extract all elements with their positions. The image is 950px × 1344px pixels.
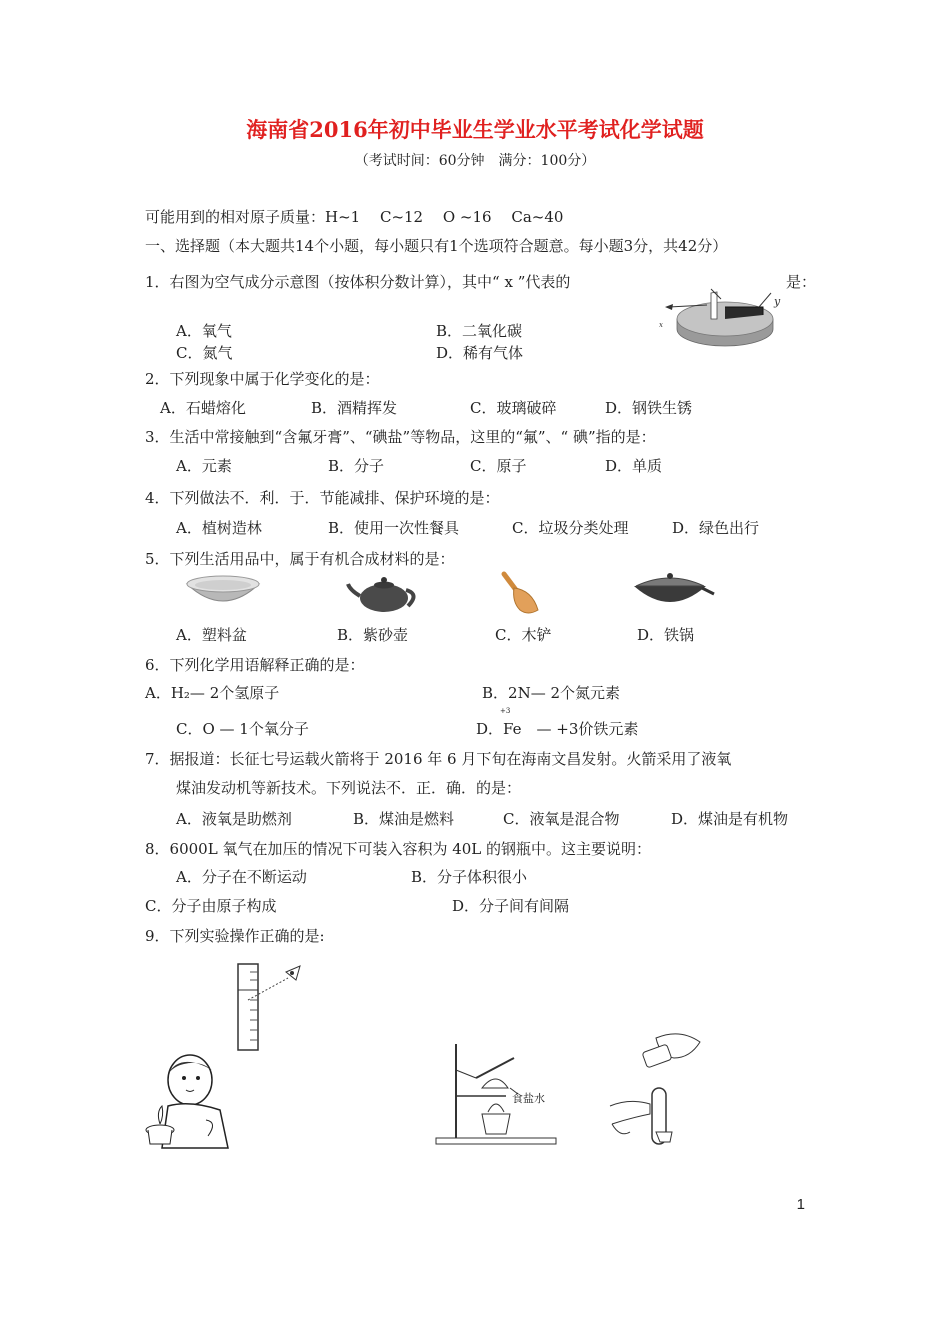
q7-option-b: B．煤油是燃料 <box>353 810 455 828</box>
q8-stem: 8．6000L 氧气在加压的情况下可装入容积为 40L 的钢瓶中。这主要说明： <box>145 840 652 858</box>
atomic-masses: 可能用到的相对原子质量：H~1 C~12 O ~16 Ca~40 <box>145 208 564 226</box>
q1-option-d: D．稀有气体 <box>436 344 524 362</box>
q2-option-d: D．钢铁生锈 <box>605 399 693 417</box>
q5-option-d: D．铁锅 <box>637 626 695 644</box>
wooden-spatula-image <box>498 570 544 618</box>
q5-option-b: B．紫砂壶 <box>337 626 409 644</box>
q7-stem-line1: 7．据报道：长征七号运载火箭将于 2016 年 6 月下旬在海南文昌发射。火箭采用了液氧 <box>145 750 732 768</box>
q6-stem: 6．下列化学用语解释正确的是： <box>145 656 365 674</box>
section-heading: 一、选择题（本大题共14个小题，每小题只有1个选项符合题意。每小题3分，共42分） <box>145 237 728 255</box>
q8-option-d: D．分子间有间隔 <box>452 897 570 915</box>
air-composition-pie-chart <box>655 283 785 353</box>
q7-stem-line2: 煤油发动机等新技术。下列说法不．正．确．的是： <box>176 779 522 797</box>
q9-stem: 9．下列实验操作正确的是: <box>145 927 325 945</box>
q5-stem: 5．下列生活用品中，属于有机合成材料的是： <box>145 550 455 568</box>
q3-option-c: C．原子 <box>470 457 527 475</box>
pie-label-x: x <box>659 321 663 329</box>
q4-option-a: A．植树造林 <box>176 519 262 537</box>
q6-option-a: A．H₂— 2个氢原子 <box>145 684 280 702</box>
q4-stem: 4．下列做法不．利．于．节能减排、保护环境的是： <box>145 489 500 507</box>
q8-option-c: C．分子由原子构成 <box>145 897 277 915</box>
q4-option-b: B．使用一次性餐具 <box>328 519 460 537</box>
iron-wok-image <box>630 570 714 614</box>
q3-option-d: D．单质 <box>605 457 663 475</box>
salt-water-label: 食盐水 <box>512 1092 545 1105</box>
q1-stem-tail: 是： <box>786 273 817 291</box>
q3-option-b: B．分子 <box>328 457 385 475</box>
q3-stem: 3．生活中常接触到“含氟牙膏”、“碘盐”等物品，这里的“氟”、“ 碘”指的是： <box>145 428 656 446</box>
page-number: 1 <box>796 1196 805 1213</box>
q2-option-a: A．石蜡熔化 <box>160 399 246 417</box>
q2-option-b: B．酒精挥发 <box>311 399 398 417</box>
q6-valence-mark: +3 <box>500 707 511 715</box>
clay-teapot-image <box>346 570 422 614</box>
graduated-cylinder-reading-image <box>230 960 310 1054</box>
q1-option-a: A．氧气 <box>176 322 232 340</box>
page-title: 海南省2016年初中毕业生学业水平考试化学试题 <box>246 117 704 142</box>
plastic-basin-image <box>184 574 262 614</box>
q4-option-d: D．绿色出行 <box>672 519 760 537</box>
q2-option-c: C．玻璃破碎 <box>470 399 557 417</box>
q8-option-b: B．分子体积很小 <box>411 868 528 886</box>
pouring-liquid-image <box>600 1028 710 1150</box>
q7-option-c: C．液氧是混合物 <box>503 810 620 828</box>
q5-option-c: C．木铲 <box>495 626 552 644</box>
boy-blowing-out-lamp-image <box>140 1050 240 1152</box>
pie-label-y: y <box>774 295 781 308</box>
q6-option-b: B．2N— 2个氮元素 <box>482 684 621 702</box>
q1-stem: 1．右图为空气成分示意图（按体积分数计算），其中“ x ”代表的 <box>145 273 571 291</box>
q1-option-b: B．二氧化碳 <box>436 322 523 340</box>
q6-option-d: D．Fe — +3价铁元素 <box>476 720 639 738</box>
q8-option-a: A．分子在不断运动 <box>176 868 307 886</box>
q1-option-c: C．氮气 <box>176 344 233 362</box>
exam-info: （考试时间：60分钟 满分：100分） <box>354 153 596 169</box>
q3-option-a: A．元素 <box>176 457 232 475</box>
q4-option-c: C．垃圾分类处理 <box>512 519 629 537</box>
q5-option-a: A．塑料盆 <box>176 626 247 644</box>
q7-option-d: D．煤油是有机物 <box>671 810 789 828</box>
heating-salt-water-image <box>436 1040 560 1148</box>
q2-stem: 2．下列现象中属于化学变化的是： <box>145 370 380 388</box>
q7-option-a: A．液氧是助燃剂 <box>176 810 292 828</box>
q6-option-c: C．O — 1个氧分子 <box>176 720 309 738</box>
